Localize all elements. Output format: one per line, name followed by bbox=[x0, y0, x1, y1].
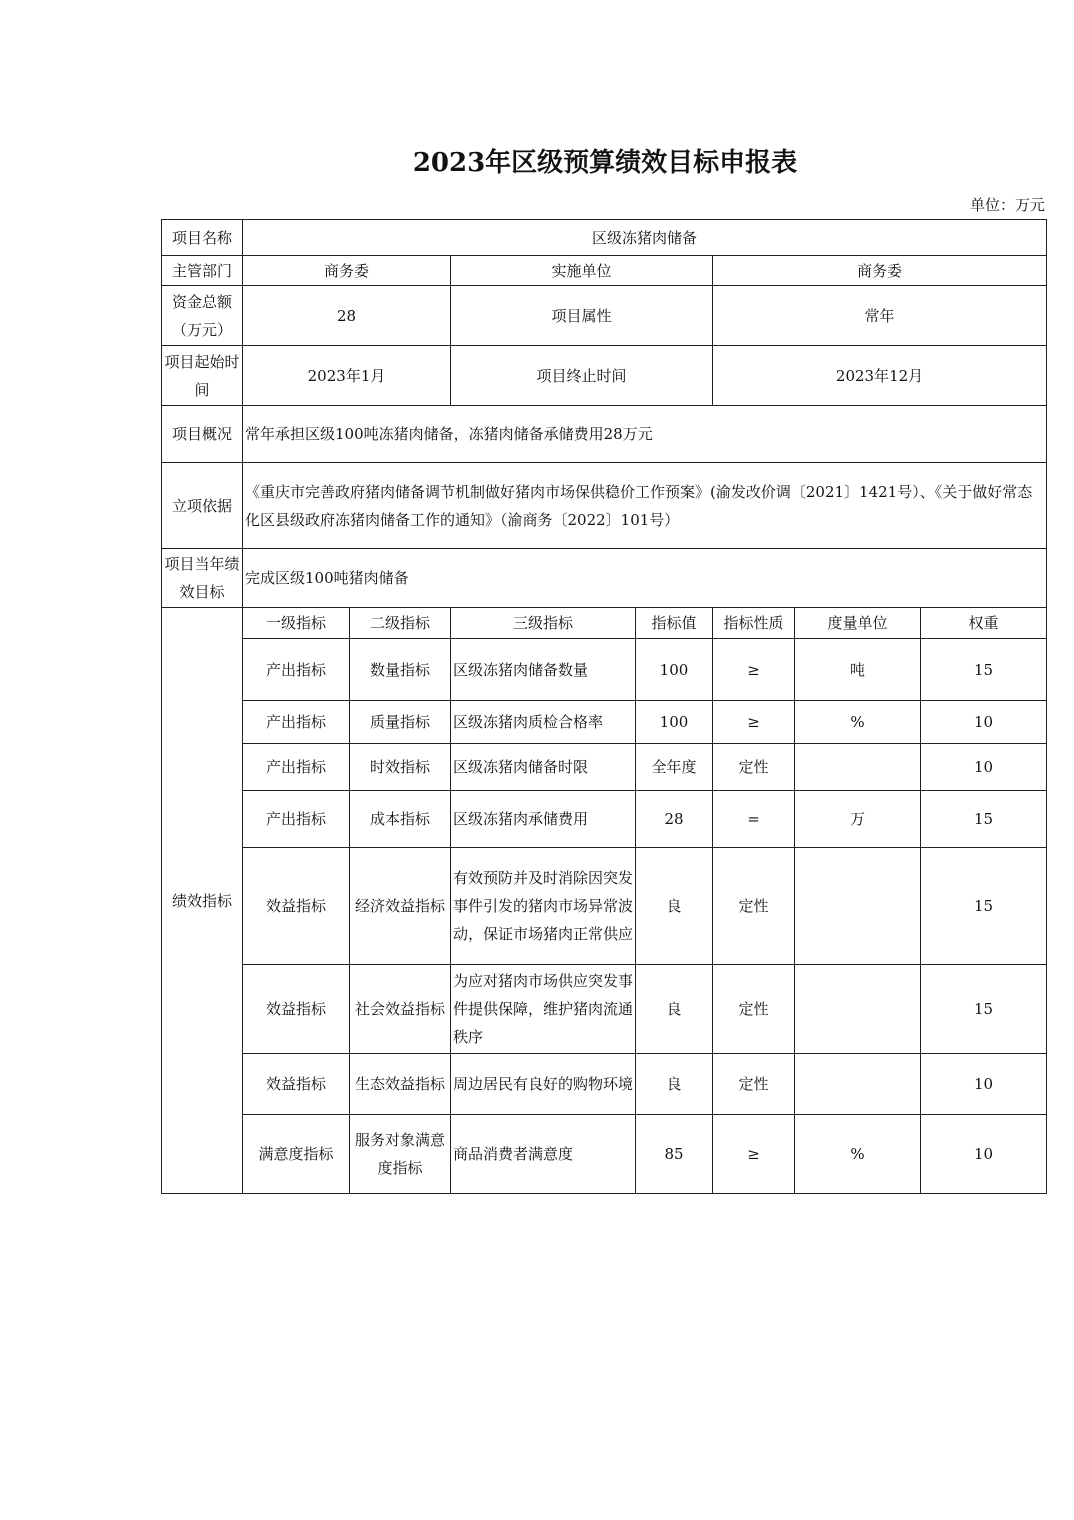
nature-cell: 定性 bbox=[713, 1054, 795, 1115]
weight-cell: 10 bbox=[921, 1115, 1047, 1194]
weight-cell: 10 bbox=[921, 701, 1047, 744]
weight-cell: 15 bbox=[921, 639, 1047, 701]
level2-cell: 服务对象满意度指标 bbox=[350, 1115, 451, 1194]
unit-cell bbox=[795, 1054, 921, 1115]
nature-cell: = bbox=[713, 791, 795, 848]
start-time-value: 2023年1月 bbox=[243, 346, 451, 406]
nature-cell: 定性 bbox=[713, 744, 795, 791]
attribute-label: 项目属性 bbox=[451, 286, 713, 346]
table-row bbox=[162, 1054, 1047, 1115]
nature-cell: ≥ bbox=[713, 1115, 795, 1194]
weight-cell: 15 bbox=[921, 848, 1047, 965]
level3-cell: 为应对猪肉市场供应突发事件提供保障，维护猪肉流通秩序 bbox=[451, 965, 636, 1054]
weight-cell: 10 bbox=[921, 1054, 1047, 1115]
level1-cell: 产出指标 bbox=[243, 744, 350, 791]
unit-cell: 吨 bbox=[795, 639, 921, 701]
unit-cell bbox=[795, 965, 921, 1054]
level1-cell: 产出指标 bbox=[243, 701, 350, 744]
level3-cell: 区级冻猪肉质检合格率 bbox=[451, 701, 636, 744]
goal-label: 项目当年绩效目标 bbox=[162, 549, 243, 608]
project-name-value: 区级冻猪肉储备 bbox=[243, 220, 1047, 256]
implementer-value: 商务委 bbox=[713, 256, 1047, 286]
level3-cell: 有效预防并及时消除因突发事件引发的猪肉市场异常波动，保证市场猪肉正常供应 bbox=[451, 848, 636, 965]
header-nature: 指标性质 bbox=[713, 608, 795, 639]
value-cell: 良 bbox=[636, 848, 713, 965]
header-value: 指标值 bbox=[636, 608, 713, 639]
unit-cell bbox=[795, 744, 921, 791]
unit-cell: % bbox=[795, 1115, 921, 1194]
value-cell: 28 bbox=[636, 791, 713, 848]
unit-label: 单位：万元 bbox=[969, 196, 1045, 214]
value-cell: 全年度 bbox=[636, 744, 713, 791]
level1-cell: 产出指标 bbox=[243, 791, 350, 848]
goal-value: 完成区级100吨猪肉储备 bbox=[243, 549, 1047, 608]
row-department bbox=[162, 256, 1047, 286]
unit-cell: % bbox=[795, 701, 921, 744]
table-row bbox=[162, 848, 1047, 965]
table-row bbox=[162, 701, 1047, 744]
level1-cell: 效益指标 bbox=[243, 965, 350, 1054]
level2-cell: 质量指标 bbox=[350, 701, 451, 744]
table-row bbox=[162, 965, 1047, 1054]
table-row bbox=[162, 791, 1047, 848]
level2-cell: 经济效益指标 bbox=[350, 848, 451, 965]
header-unit: 度量单位 bbox=[795, 608, 921, 639]
end-time-value: 2023年12月 bbox=[713, 346, 1047, 406]
table-row bbox=[162, 1115, 1047, 1194]
value-cell: 良 bbox=[636, 965, 713, 1054]
fund-value: 28 bbox=[243, 286, 451, 346]
row-basis bbox=[162, 463, 1047, 549]
level1-cell: 效益指标 bbox=[243, 848, 350, 965]
nature-cell: ≥ bbox=[713, 701, 795, 744]
value-cell: 85 bbox=[636, 1115, 713, 1194]
level3-cell: 区级冻猪肉储备时限 bbox=[451, 744, 636, 791]
weight-cell: 15 bbox=[921, 965, 1047, 1054]
overview-label: 项目概况 bbox=[162, 406, 243, 463]
level1-cell: 产出指标 bbox=[243, 639, 350, 701]
value-cell: 良 bbox=[636, 1054, 713, 1115]
header-level1: 一级指标 bbox=[243, 608, 350, 639]
attribute-value: 常年 bbox=[713, 286, 1047, 346]
row-fund bbox=[162, 286, 1047, 346]
budget-table bbox=[161, 219, 1047, 1194]
level3-cell: 周边居民有良好的购物环境 bbox=[451, 1054, 636, 1115]
indicators-section-label: 绩效指标 bbox=[162, 608, 243, 1194]
implementer-label: 实施单位 bbox=[451, 256, 713, 286]
basis-value: 《重庆市完善政府猪肉储备调节机制做好猪肉市场保供稳价工作预案》(渝发改价调〔2021〕1421号）、《关于做好常态化区县级政府冻猪肉储备工作的通知》（渝商务〔2022〕101号） bbox=[243, 463, 1047, 549]
value-cell: 100 bbox=[636, 701, 713, 744]
weight-cell: 15 bbox=[921, 791, 1047, 848]
level1-cell: 满意度指标 bbox=[243, 1115, 350, 1194]
unit-cell bbox=[795, 848, 921, 965]
table-row bbox=[162, 639, 1047, 701]
nature-cell: 定性 bbox=[713, 965, 795, 1054]
row-project-name bbox=[162, 220, 1047, 256]
level3-cell: 商品消费者满意度 bbox=[451, 1115, 636, 1194]
fund-label: 资金总额（万元） bbox=[162, 286, 243, 346]
project-name-label: 项目名称 bbox=[162, 220, 243, 256]
row-goal bbox=[162, 549, 1047, 608]
level2-cell: 时效指标 bbox=[350, 744, 451, 791]
unit-cell: 万 bbox=[795, 791, 921, 848]
department-value: 商务委 bbox=[243, 256, 451, 286]
department-label: 主管部门 bbox=[162, 256, 243, 286]
table-row bbox=[162, 744, 1047, 791]
level3-cell: 区级冻猪肉承储费用 bbox=[451, 791, 636, 848]
header-level3: 三级指标 bbox=[451, 608, 636, 639]
row-overview bbox=[162, 406, 1047, 463]
overview-value: 常年承担区级100吨冻猪肉储备，冻猪肉储备承储费用28万元 bbox=[243, 406, 1047, 463]
page-title: 2023年区级预算绩效目标申报表 bbox=[412, 148, 798, 178]
nature-cell: ≥ bbox=[713, 639, 795, 701]
level2-cell: 生态效益指标 bbox=[350, 1054, 451, 1115]
header-weight: 权重 bbox=[921, 608, 1047, 639]
level1-cell: 效益指标 bbox=[243, 1054, 350, 1115]
level3-cell: 区级冻猪肉储备数量 bbox=[451, 639, 636, 701]
end-time-label: 项目终止时间 bbox=[451, 346, 713, 406]
basis-label: 立项依据 bbox=[162, 463, 243, 549]
value-cell: 100 bbox=[636, 639, 713, 701]
indicator-header-row bbox=[162, 608, 1047, 639]
level2-cell: 数量指标 bbox=[350, 639, 451, 701]
nature-cell: 定性 bbox=[713, 848, 795, 965]
weight-cell: 10 bbox=[921, 744, 1047, 791]
header-level2: 二级指标 bbox=[350, 608, 451, 639]
row-time bbox=[162, 346, 1047, 406]
level2-cell: 社会效益指标 bbox=[350, 965, 451, 1054]
level2-cell: 成本指标 bbox=[350, 791, 451, 848]
start-time-label: 项目起始时间 bbox=[162, 346, 243, 406]
